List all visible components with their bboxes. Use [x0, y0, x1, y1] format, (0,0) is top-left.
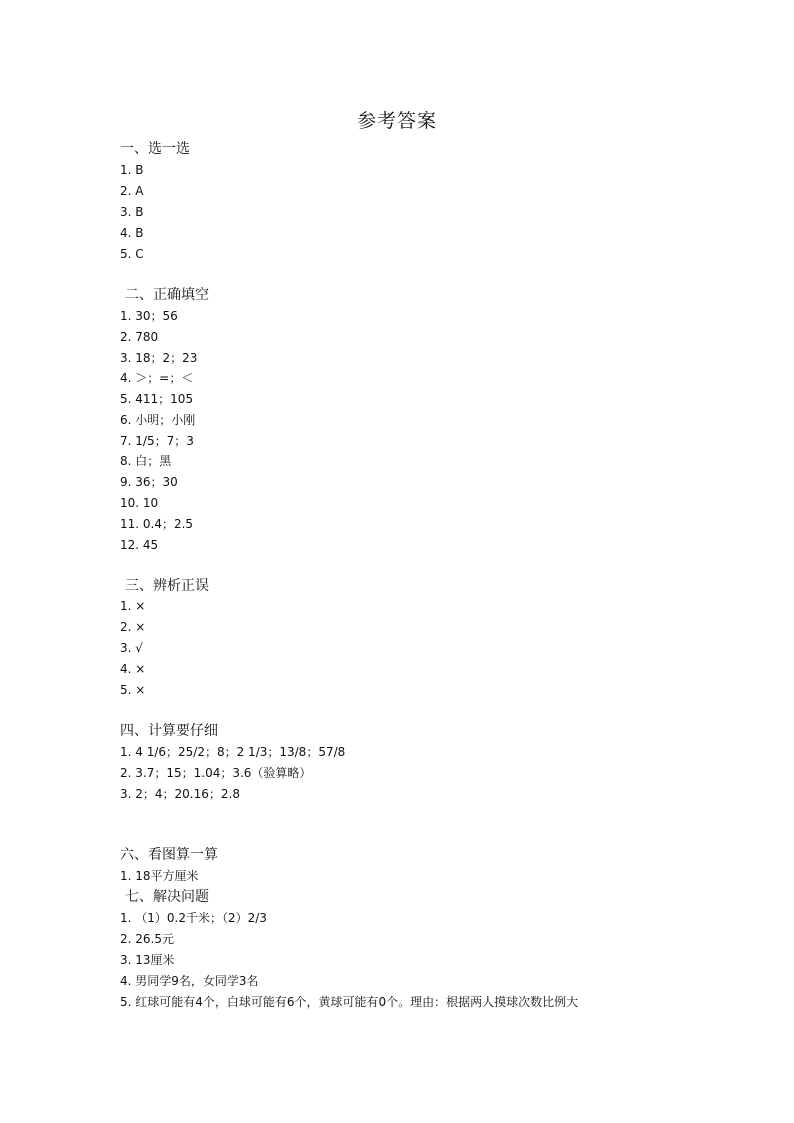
answer-line: 2. 780 — [120, 330, 159, 344]
answer-line: 1. B — [120, 163, 144, 177]
answer-line: 7. 1/5；7；3 — [120, 434, 194, 448]
answer-line: 1. 4 1/6；25/2；8；2 1/3；13/8；57/8 — [120, 745, 346, 759]
answer-line: 2. × — [120, 620, 146, 634]
section-heading-problems: 七、解决问题 — [125, 889, 209, 905]
section-heading-calculation: 四、计算要仔细 — [120, 723, 218, 739]
section-heading-diagram: 六、看图算一算 — [120, 847, 218, 863]
answer-line: 12. 45 — [120, 538, 159, 552]
answer-line: 1. × — [120, 599, 146, 613]
page-title: 参考答案 — [356, 110, 437, 132]
answer-line: 5. C — [120, 247, 144, 261]
answer-line: 11. 0.4；2.5 — [120, 517, 194, 531]
section-heading-fill-blank: 二、正确填空 — [125, 287, 209, 303]
answer-line: 3. 13厘米 — [120, 953, 175, 967]
answer-line: 4. ＞；=；＜ — [120, 371, 194, 385]
answer-line: 5. × — [120, 683, 146, 697]
answer-line: 2. 3.7；15；1.04；3.6（验算略） — [120, 766, 312, 780]
answer-line: 1. 18平方厘米 — [120, 869, 199, 883]
answer-line: 3. √ — [120, 641, 143, 655]
answer-line: 5. 411；105 — [120, 392, 194, 406]
answer-line: 1. （1）0.2千米；（2）2/3 — [120, 911, 267, 925]
answer-line: 3. B — [120, 205, 144, 219]
answer-line: 9. 36；30 — [120, 475, 178, 489]
answer-line: 4. 男同学9名，女同学3名 — [120, 974, 259, 988]
answer-line: 1. 30；56 — [120, 309, 178, 323]
answer-line: 2. A — [120, 184, 144, 198]
answer-line: 3. 2；4；20.16；2.8 — [120, 787, 240, 801]
answer-line: 8. 白；黑 — [120, 454, 172, 468]
answer-line: 10. 10 — [120, 496, 159, 510]
answer-line: 6. 小明；小刚 — [120, 413, 196, 427]
answer-line: 4. × — [120, 662, 146, 676]
answer-line: 4. B — [120, 226, 144, 240]
answer-line: 5. 红球可能有4个，白球可能有6个，黄球可能有0个。理由：根据两人摸球次数比例大 — [120, 995, 579, 1009]
section-heading-true-false: 三、辨析正误 — [125, 578, 209, 594]
answer-line: 2. 26.5元 — [120, 932, 174, 946]
answer-line: 3. 18；2；23 — [120, 351, 198, 365]
section-heading-choice: 一、选一选 — [120, 141, 190, 157]
